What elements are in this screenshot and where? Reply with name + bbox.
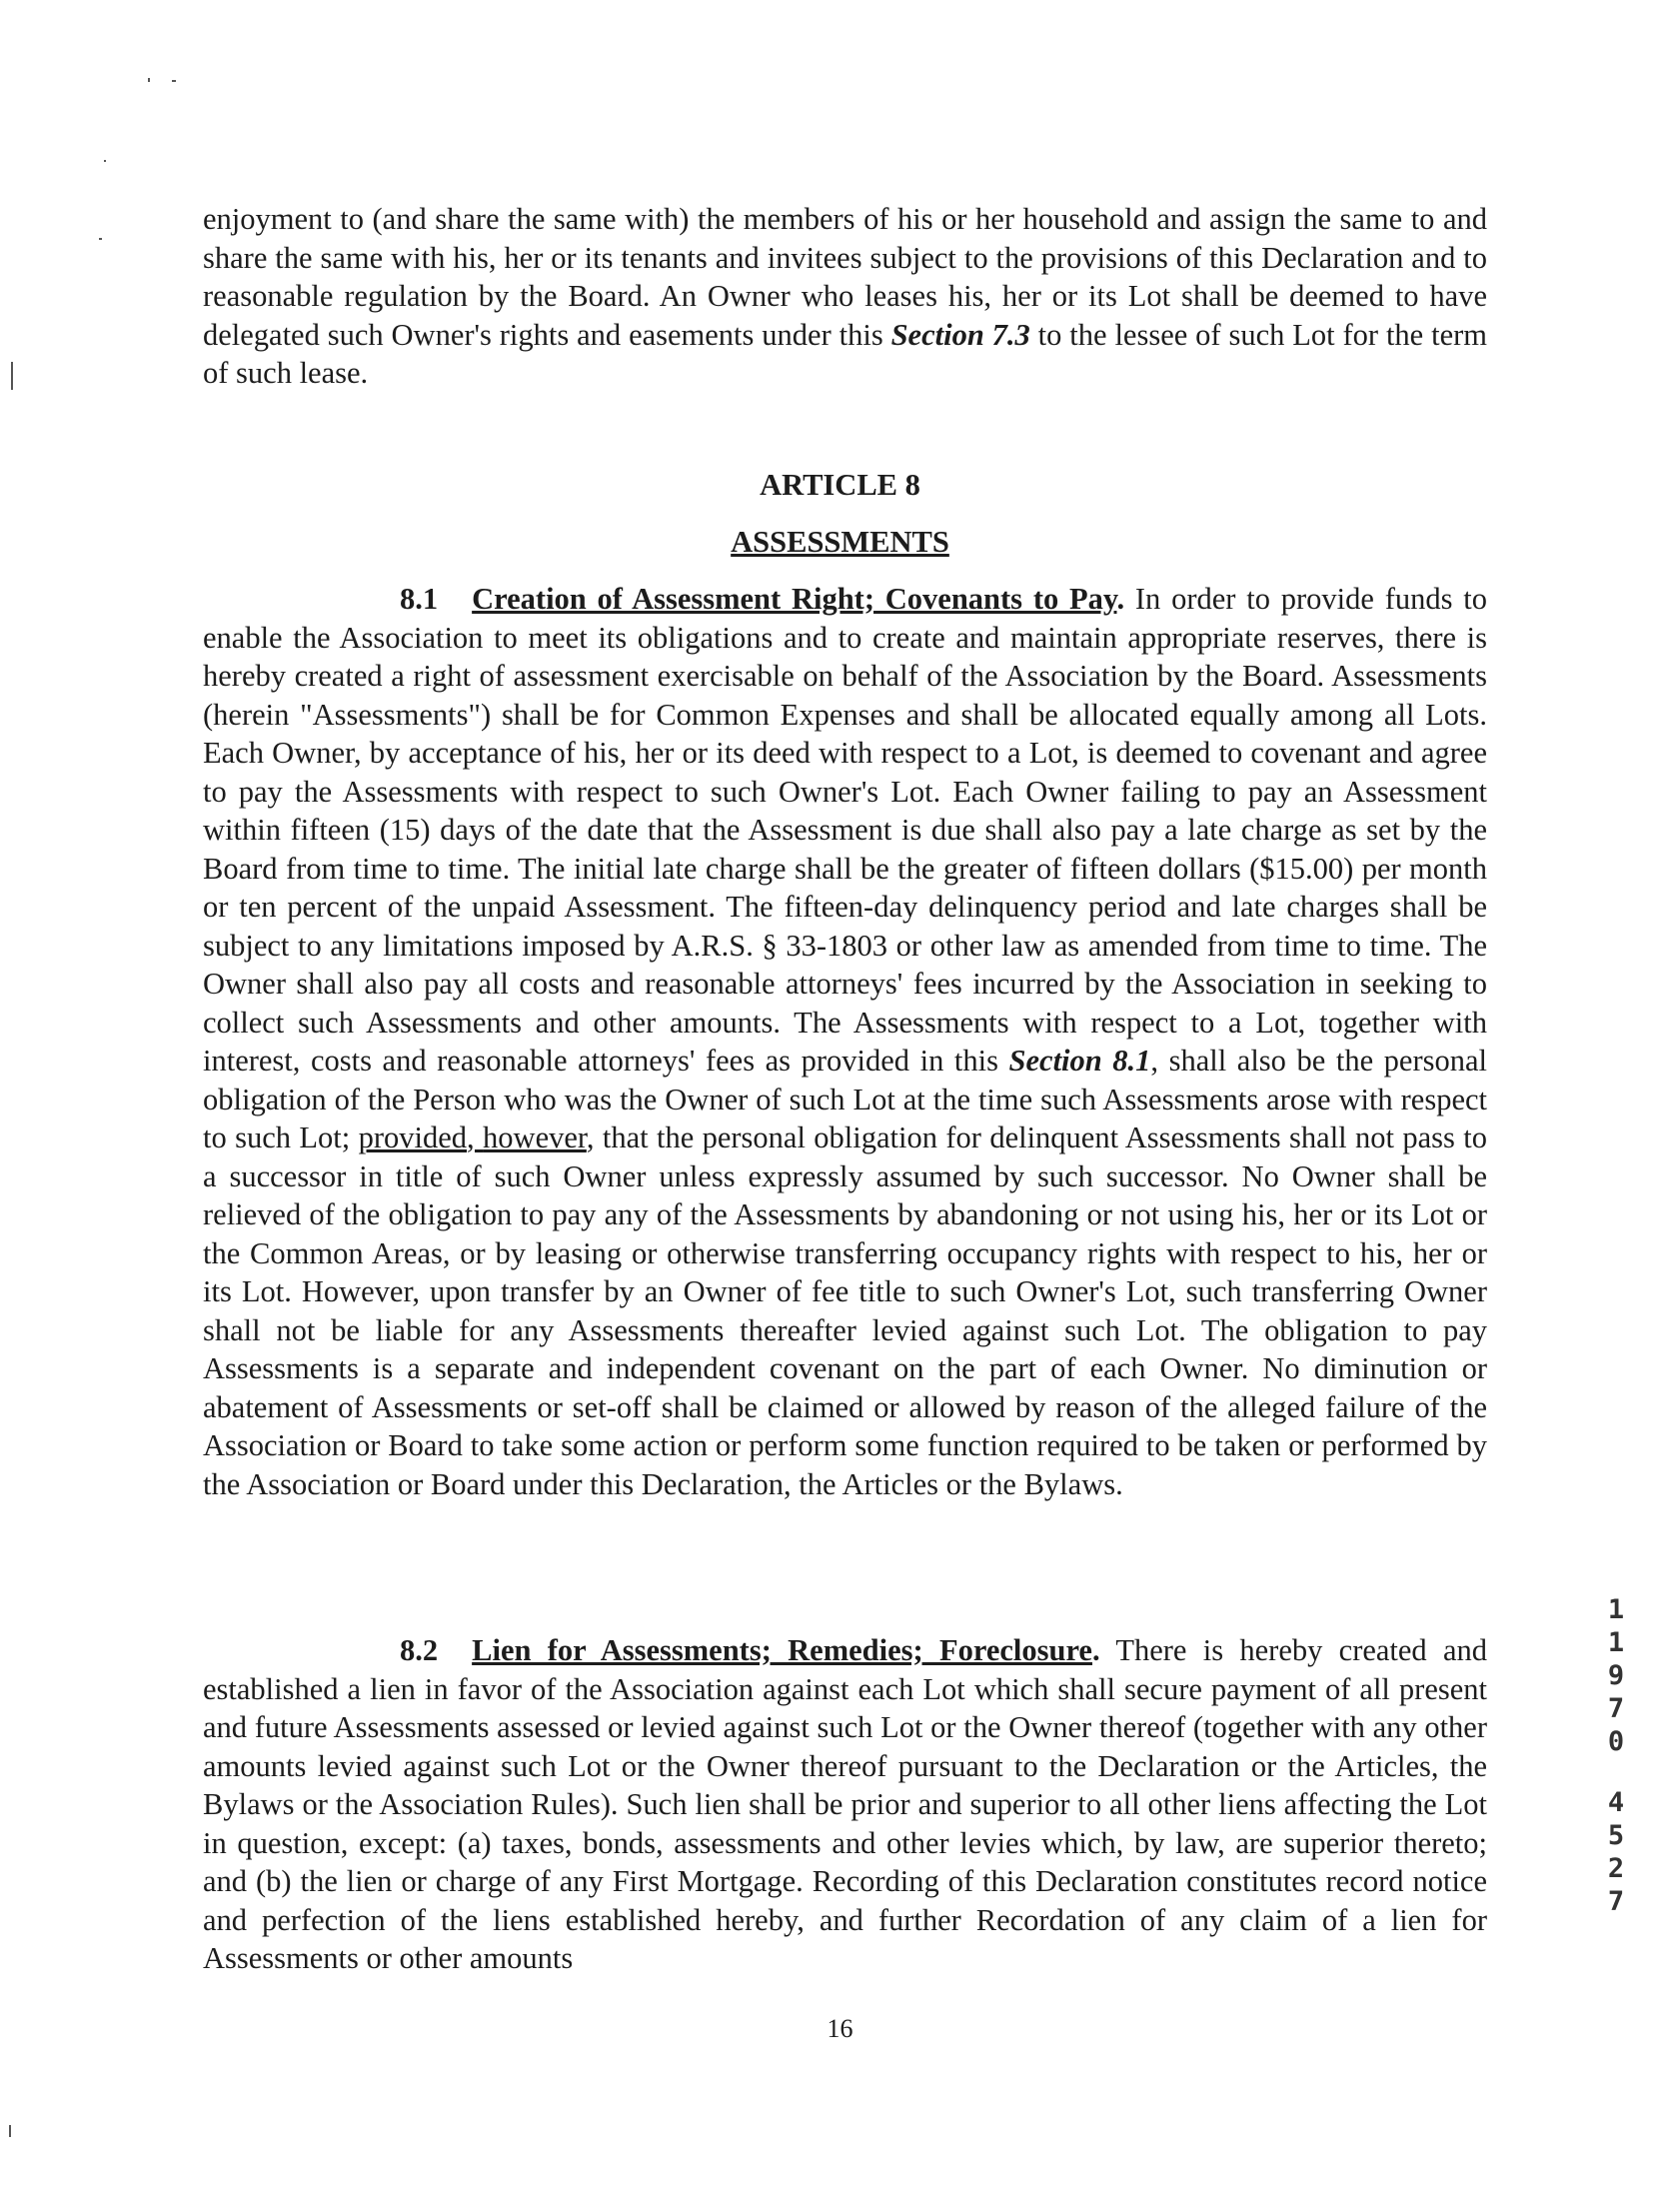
section-title-end: . [1116, 582, 1125, 616]
scan-mark [11, 362, 13, 390]
section-8-1 [203, 580, 1487, 1503]
stamp-digit: 4 [1607, 1787, 1625, 1818]
scan-mark [99, 238, 102, 240]
page-number: 16 [827, 2014, 853, 2043]
section-number: 8.1 [400, 582, 439, 616]
article-title: ASSESSMENTS [731, 525, 949, 559]
stamp-digit: 1 [1607, 1627, 1625, 1658]
section-title-end: . [1091, 1633, 1100, 1667]
intro-text-before: enjoyment to (and share the same with) the members of his or her household and assign the same to and share the same with his, her or its tenants and invitees subject to the provisions of this Declaration and to reasonable regulation by the Board. An Owner who leases his, her or its Lot shall be deemed to have delegated such Owner's rights and easements under this [203, 202, 1487, 352]
recording-stamp-group-2 [1599, 1786, 1633, 1918]
section-text-middle: , shall also be the personal obligation of the Person who was the Owner of such Lot at the time such Assessments arose with respect to such Lot; [203, 1044, 1487, 1154]
section-title: Lien for Assessments; Remedies; Foreclosure [472, 1633, 1092, 1667]
section-8-2 [203, 1631, 1487, 1978]
section-text-before: In order to provide funds to enable the Association to meet its obligations and to create and maintain appropriate reserves, there is hereby created a right of assessment exercisable on behalf of the Association by the Board. Assessments (herein "Assessments") shall be for Common Expenses and shall be allocated equally among all Lots. Each Owner, by acceptance of his, her or its deed with respect to a Lot, is deemed to covenant and agree to pay the Assessments with respect to such Owner's Lot. Each Owner failing to pay an Assessment within fifteen (15) days of the date that the Assessment is due shall also pay a late charge as set by the Board from time to time. The initial late charge shall be the greater of fifteen dollars ($15.00) per month or ten percent of the unpaid Assessment. The fifteen-day delinquency period and late charges shall be subject to any limitations imposed by A.R.S. § 33-1803 or other law as amended from time to time. The Owner shall also pay all costs and reasonable attorneys' fees incurred by the Association in seeking to collect such Assessments and other amounts. The Assessments with respect to a Lot, together with interest, costs and reasonable attorneys' fees as provided in this [203, 582, 1487, 1078]
scan-mark [104, 160, 106, 162]
stamp-digit: 9 [1607, 1660, 1625, 1691]
stamp-digit: 7 [1607, 1886, 1625, 1917]
comma: , [467, 1120, 484, 1154]
stamp-digit: 7 [1607, 1693, 1625, 1724]
stamp-digit: 2 [1607, 1853, 1625, 1884]
article-number: ARTICLE 8 [760, 468, 920, 502]
recording-stamp-group-1 [1599, 1593, 1633, 1758]
however-term: however [483, 1120, 587, 1154]
scan-mark [172, 80, 176, 82]
section-number: 8.2 [400, 1633, 439, 1667]
intro-text-after: to the lessee of such Lot for the term of such lease. [203, 317, 1487, 390]
section-text-after: , that the personal obligation for delinquent Assessments shall not pass to a successor in title of such Owner unless expressly assumed by such successor. No Owner shall be relieved of the obligation to pay any of the Assessments by abandoning or not using his, her or its Lot or the Common Areas, or by leasing or otherwise transferring occupancy rights with respect to his, her or its Lot. However, upon transfer by an Owner of fee title to such Owner's Lot, such transferring Owner shall not be liable for any Assessments thereafter levied against such Lot. The obligation to pay Assessments is a separate and independent covenant on the part of each Owner. No diminution or abatement of Assessments or set-off shall be claimed or allowed by reason of the alleged failure of the Association or Board to take some action or perform some function required to be taken or performed by the Association or Board under this Declaration, the Articles or the Bylaws. [203, 1120, 1488, 1501]
intro-paragraph [203, 200, 1487, 393]
stamp-digit: 5 [1607, 1820, 1625, 1851]
scan-mark [148, 78, 150, 82]
provided-term: provided [358, 1120, 468, 1154]
section-reference: Section 7.3 [890, 317, 1030, 352]
section-reference: Section 8.1 [1008, 1044, 1151, 1078]
section-title: Creation of Assessment Right; Covenants to Pay [472, 582, 1117, 616]
stamp-digit: 1 [1607, 1594, 1625, 1625]
section-text: There is hereby created and established a lien in favor of the Association against each Lot which shall secure payment of all present and future Assessments assessed or levied against such Lot or the Owner thereof (together with any other amounts levied against such Lot or the Owner thereof pursuant to the Declaration or the Articles, the Bylaws or the Association Rules). Such lien shall be prior and superior to all other liens affecting the Lot in question, except: (a) taxes, bonds, assessments and other levies which, by law, are superior thereto; and (b) the lien or charge of any First Mortgage. Recording of this Declaration constitutes record notice and perfection of the liens established hereby, and further Recordation of any claim of a lien for Assessments or other amounts [203, 1633, 1488, 1975]
scan-mark [9, 2125, 11, 2137]
stamp-digit: 0 [1607, 1726, 1625, 1757]
